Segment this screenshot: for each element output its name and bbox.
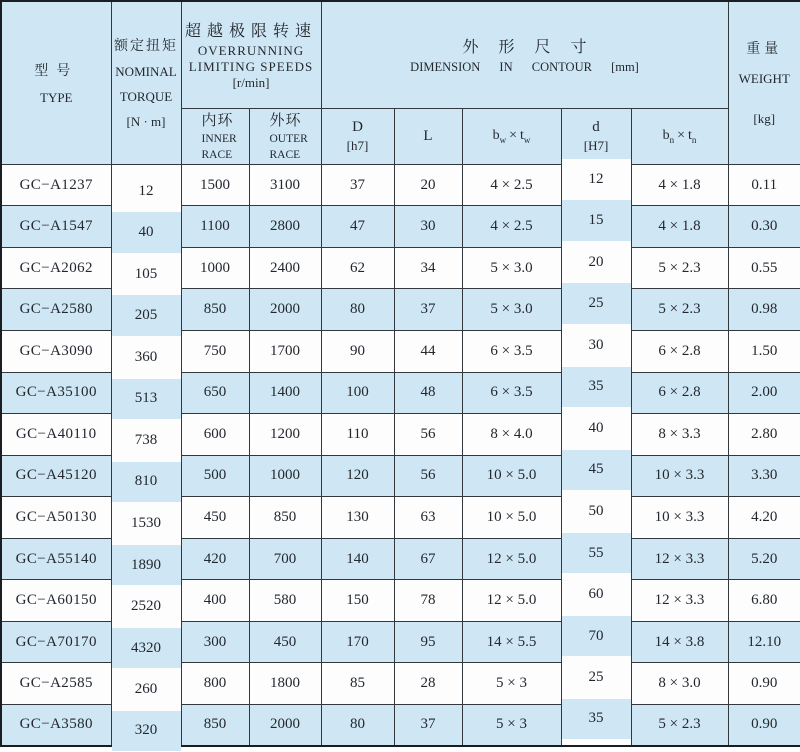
cell-D: 80 (321, 289, 394, 331)
cell-type: GC−A2062 (1, 247, 111, 289)
cell-d: 45 (561, 449, 631, 491)
cell-type: GC−A1547 (1, 206, 111, 248)
cell-bn_tn: 6 × 2.8 (631, 331, 728, 373)
header-inner-en1: INNER (201, 132, 237, 145)
header-speeds-en2: LIMITING SPEEDS (188, 59, 314, 75)
cell-outer: 1400 (249, 372, 321, 414)
cell-L: 63 (394, 497, 462, 539)
cell-torque: 4320 (111, 627, 181, 669)
cell-bw_tw: 14 × 5.5 (462, 621, 561, 663)
cell-type: GC−A2585 (1, 663, 111, 705)
cell-torque: 738 (111, 420, 181, 462)
cell-d: 15 (561, 200, 631, 242)
cell-torque: 360 (111, 337, 181, 379)
cell-bn_tn: 5 × 2.3 (631, 704, 728, 746)
cell-type: GC−A3090 (1, 331, 111, 373)
header-D-tolerance: [h7] (346, 137, 369, 153)
cell-D: 90 (321, 331, 394, 373)
cell-d: 12 (561, 158, 631, 200)
table-row (1, 206, 800, 248)
header-d-main: d (592, 118, 600, 135)
cell-d: 20 (561, 241, 631, 283)
table-row (1, 538, 800, 580)
header-dimension-en: DIMENSION IN CONTOUR [mm] (410, 60, 639, 75)
cell-torque: 2520 (111, 586, 181, 628)
cell-bw_tw: 6 × 3.5 (462, 372, 561, 414)
cell-L: 30 (394, 206, 462, 248)
cell-inner: 600 (181, 414, 249, 456)
cell-inner: 800 (181, 663, 249, 705)
cell-D: 140 (321, 538, 394, 580)
cell-type: GC−A70170 (1, 621, 111, 663)
cell-inner: 300 (181, 621, 249, 663)
cell-outer: 1700 (249, 331, 321, 373)
cell-bn_tn: 4 × 1.8 (631, 164, 728, 206)
header-torque-unit: [N · m] (126, 114, 166, 130)
cell-bn_tn: 8 × 3.0 (631, 663, 728, 705)
cell-weight: 0.30 (728, 206, 800, 248)
header-col-L (394, 108, 462, 164)
cell-d: 35 (561, 366, 631, 408)
cell-inner: 500 (181, 455, 249, 497)
cell-L: 56 (394, 455, 462, 497)
header-torque-zh: 额定扭矩 (114, 39, 178, 55)
cell-type: GC−A2580 (1, 289, 111, 331)
cell-torque: 1530 (111, 503, 181, 545)
header-weight (728, 1, 800, 164)
cell-inner: 1000 (181, 247, 249, 289)
cell-weight: 5.20 (728, 538, 800, 580)
cell-bw_tw: 12 × 5.0 (462, 580, 561, 622)
cell-type: GC−A50130 (1, 497, 111, 539)
cell-inner: 400 (181, 580, 249, 622)
cell-d: 35 (561, 698, 631, 740)
cell-bn_tn: 10 × 3.3 (631, 497, 728, 539)
cell-outer: 450 (249, 621, 321, 663)
cell-d: 25 (561, 283, 631, 325)
header-dimension-unit: [mm] (611, 60, 639, 75)
table-row (1, 247, 800, 289)
header-torque-en2: TORQUE (119, 89, 173, 105)
cell-d: 60 (561, 574, 631, 616)
cell-weight: 0.98 (728, 289, 800, 331)
cell-outer: 1200 (249, 414, 321, 456)
cell-bn_tn: 12 × 3.3 (631, 580, 728, 622)
header-outer-zh: 外环 (269, 112, 302, 129)
cell-torque: 1890 (111, 544, 181, 586)
cell-L: 28 (394, 663, 462, 705)
cell-L: 44 (394, 331, 462, 373)
header-type (1, 1, 111, 164)
cell-weight: 3.30 (728, 455, 800, 497)
table-row (1, 704, 800, 746)
table-row (1, 663, 800, 705)
cell-bw_tw: 5 × 3.0 (462, 289, 561, 331)
table-header (1, 1, 800, 164)
table-row (1, 580, 800, 622)
header-outer-en1: OUTER (269, 132, 308, 145)
table-row (1, 372, 800, 414)
table-row (1, 164, 800, 206)
cell-outer: 1800 (249, 663, 321, 705)
cell-bn_tn: 12 × 3.3 (631, 538, 728, 580)
cell-type: GC−A40110 (1, 414, 111, 456)
header-nominal-torque (111, 1, 181, 164)
cell-D: 120 (321, 455, 394, 497)
cell-d: 50 (561, 491, 631, 533)
cell-torque: 205 (111, 295, 181, 337)
cell-type: GC−A60150 (1, 580, 111, 622)
cell-bn_tn: 10 × 3.3 (631, 455, 728, 497)
header-inner-zh: 内环 (201, 112, 234, 129)
cell-outer: 2800 (249, 206, 321, 248)
cell-D: 170 (321, 621, 394, 663)
header-overrunning-speeds (181, 1, 321, 108)
cell-bn_tn: 6 × 2.8 (631, 372, 728, 414)
cell-outer: 2000 (249, 289, 321, 331)
cell-weight: 12.10 (728, 621, 800, 663)
cell-D: 80 (321, 704, 394, 746)
cell-weight: 2.00 (728, 372, 800, 414)
cell-L: 37 (394, 704, 462, 746)
cell-torque: 105 (111, 253, 181, 295)
cell-inner: 1500 (181, 164, 249, 206)
header-speeds-en1: OVERRUNNING (197, 43, 305, 59)
cell-D: 47 (321, 206, 394, 248)
cell-bw_tw: 10 × 5.0 (462, 455, 561, 497)
cell-outer: 3100 (249, 164, 321, 206)
cell-d: 70 (561, 615, 631, 657)
cell-outer: 850 (249, 497, 321, 539)
table-row (1, 621, 800, 663)
cell-outer: 2000 (249, 704, 321, 746)
header-weight-zh: 重量 (746, 42, 783, 58)
header-col-D (321, 108, 394, 164)
cell-inner: 420 (181, 538, 249, 580)
cell-bw_tw: 5 × 3 (462, 704, 561, 746)
cell-d: 55 (561, 532, 631, 574)
cell-d: 30 (561, 325, 631, 367)
cell-L: 37 (394, 289, 462, 331)
cell-D: 85 (321, 663, 394, 705)
cell-weight: 6.80 (728, 580, 800, 622)
cell-D: 37 (321, 164, 394, 206)
cell-type: GC−A45120 (1, 455, 111, 497)
cell-bw_tw: 4 × 2.5 (462, 206, 561, 248)
header-type-zh: 型号 (34, 63, 79, 79)
cell-D: 110 (321, 414, 394, 456)
header-d-tolerance: [H7] (583, 137, 609, 153)
cell-L: 20 (394, 164, 462, 206)
cell-L: 56 (394, 414, 462, 456)
cell-torque: 40 (111, 212, 181, 254)
cell-bn_tn: 14 × 3.8 (631, 621, 728, 663)
cell-torque: 320 (111, 710, 181, 752)
header-outer-en2: RACE (269, 149, 301, 162)
cell-bn_tn: 5 × 2.3 (631, 247, 728, 289)
header-L-main: L (423, 127, 433, 144)
cell-d: 25 (561, 657, 631, 699)
table-row (1, 414, 800, 456)
cell-bn_tn: 8 × 3.3 (631, 414, 728, 456)
header-type-en: TYPE (40, 89, 73, 105)
table-row (1, 331, 800, 373)
cell-L: 78 (394, 580, 462, 622)
cell-bw_tw: 4 × 2.5 (462, 164, 561, 206)
cell-inner: 750 (181, 331, 249, 373)
cell-outer: 700 (249, 538, 321, 580)
cell-weight: 0.90 (728, 704, 800, 746)
header-D-main: D (352, 118, 363, 135)
header-col-bw-tw: $b_w \times t_w$ (462, 108, 561, 164)
cell-torque: 810 (111, 461, 181, 503)
cell-inner: 1100 (181, 206, 249, 248)
cell-outer: 1000 (249, 455, 321, 497)
cell-D: 62 (321, 247, 394, 289)
cell-weight: 2.80 (728, 414, 800, 456)
header-inner-race (181, 108, 249, 164)
header-weight-en: WEIGHT (738, 71, 790, 87)
cell-D: 150 (321, 580, 394, 622)
header-speeds-zh: 超越极限转速 (185, 23, 318, 41)
cell-torque: 513 (111, 378, 181, 420)
cell-inner: 850 (181, 704, 249, 746)
cell-outer: 580 (249, 580, 321, 622)
cell-outer: 2400 (249, 247, 321, 289)
cell-bn_tn: 5 × 2.3 (631, 289, 728, 331)
header-outer-race (249, 108, 321, 164)
cell-type: GC−A55140 (1, 538, 111, 580)
cell-bw_tw: 5 × 3.0 (462, 247, 561, 289)
cell-D: 100 (321, 372, 394, 414)
cell-bw_tw: 10 × 5.0 (462, 497, 561, 539)
cell-bw_tw: 6 × 3.5 (462, 331, 561, 373)
cell-weight: 4.20 (728, 497, 800, 539)
cell-weight: 0.90 (728, 663, 800, 705)
header-col-d (561, 108, 631, 164)
cell-type: GC−A35100 (1, 372, 111, 414)
cell-bn_tn: 4 × 1.8 (631, 206, 728, 248)
header-weight-unit: [kg] (753, 111, 776, 127)
cell-weight: 1.50 (728, 331, 800, 373)
cell-d: 40 (561, 408, 631, 450)
cell-bw_tw: 8 × 4.0 (462, 414, 561, 456)
cell-type: GC−A1237 (1, 164, 111, 206)
table-row (1, 455, 800, 497)
header-speeds-unit: [r/min] (232, 75, 270, 91)
cell-inner: 650 (181, 372, 249, 414)
table-row (1, 497, 800, 539)
cell-torque: 12 (111, 170, 181, 212)
cell-D: 130 (321, 497, 394, 539)
cell-bw_tw: 5 × 3 (462, 663, 561, 705)
cell-L: 34 (394, 247, 462, 289)
header-dimension-zh: 外形尺寸 (462, 39, 607, 57)
cell-weight: 0.55 (728, 247, 800, 289)
cell-L: 48 (394, 372, 462, 414)
cell-weight: 0.11 (728, 164, 800, 206)
cell-L: 95 (394, 621, 462, 663)
table-body (1, 164, 800, 746)
cell-bw_tw: 12 × 5.0 (462, 538, 561, 580)
cell-inner: 450 (181, 497, 249, 539)
header-inner-en2: RACE (201, 149, 233, 162)
table-row (1, 289, 800, 331)
cell-L: 67 (394, 538, 462, 580)
header-dimension-contour (321, 1, 728, 108)
cell-torque: 260 (111, 669, 181, 711)
cell-type: GC−A3580 (1, 704, 111, 746)
header-col-bn-tn: $b_n \times t_n$ (631, 108, 728, 164)
cell-inner: 850 (181, 289, 249, 331)
header-torque-en1: NOMINAL (115, 64, 177, 80)
